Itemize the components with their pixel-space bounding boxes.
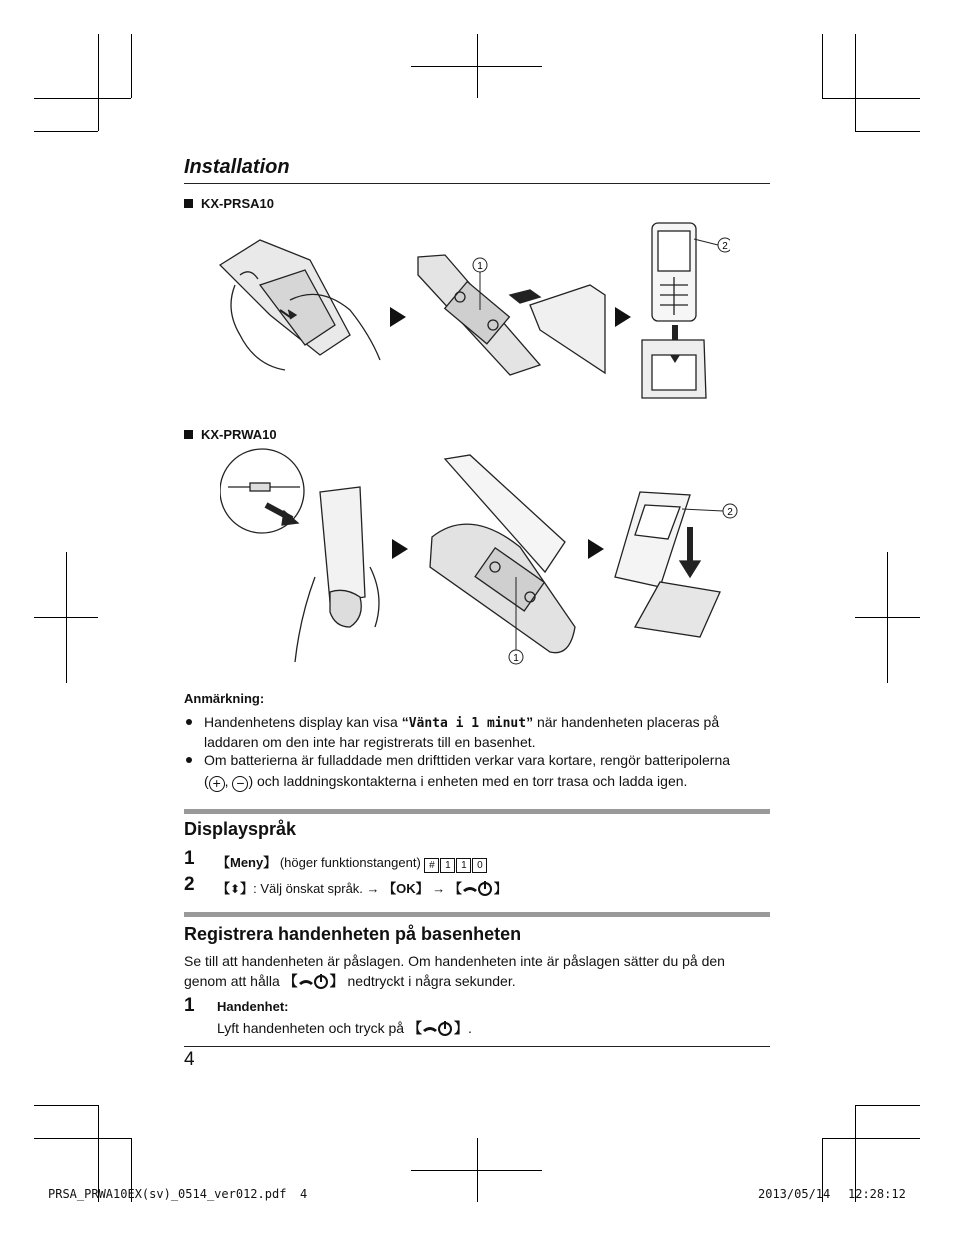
svg-text:1: 1 <box>477 261 483 272</box>
footer-date: 2013/05/14 <box>758 1187 831 1201</box>
charger-illustration <box>642 340 706 398</box>
next-arrow-icon <box>390 307 406 327</box>
bullet-icon <box>186 757 192 763</box>
hand-holding-handset-illustration <box>220 449 379 662</box>
page-bottom-rule <box>184 1046 770 1047</box>
section-header: Installation <box>184 156 290 178</box>
battery-install-illustration <box>430 455 575 653</box>
battery-install-illustration <box>418 255 540 375</box>
next-arrow-icon <box>392 539 408 559</box>
footer-page: 4 <box>300 1187 308 1201</box>
digit-key: 1 <box>456 858 471 873</box>
next-arrow-icon <box>615 307 631 327</box>
section-divider <box>184 912 770 917</box>
handset-illustration <box>652 223 696 321</box>
svg-text:2: 2 <box>722 241 728 252</box>
register-step-1-label: Handenhet: <box>217 999 289 1014</box>
step-number: 2 <box>184 874 195 895</box>
ok-key: 【OK】 <box>383 881 429 896</box>
step-number: 1 <box>184 848 195 869</box>
svg-text:1: 1 <box>513 653 519 664</box>
svg-text:2: 2 <box>727 507 733 518</box>
figure-prsa10 <box>210 215 730 405</box>
model-heading-prwa10: KX-PRWA10 <box>184 427 277 442</box>
square-bullet-icon <box>184 199 193 208</box>
square-bullet-icon <box>184 430 193 439</box>
register-title: Registrera handenheten på basenheten <box>184 924 522 944</box>
digit-key: 0 <box>472 858 487 873</box>
handset-on-charger-illustration <box>615 492 720 637</box>
display-step-2: 【⬍】: Välj önskat språk. → 【OK】 → 【 】 <box>217 878 507 899</box>
next-arrow-icon <box>588 539 604 559</box>
footer-filename: PRSA_PRWA10EX(sv)_0514_ver012.pdf <box>48 1187 287 1201</box>
note-item-1-line2: laddaren om den inte har registrerats till en basenhet. <box>204 734 536 750</box>
off-power-key-icon <box>422 1020 454 1041</box>
step-number: 1 <box>184 995 195 1016</box>
off-power-key-icon <box>298 973 330 994</box>
digit-key: 1 <box>440 858 455 873</box>
handset-back-illustration <box>220 240 380 370</box>
bullet-icon <box>186 719 192 725</box>
up-down-arrows-icon: ⬍ <box>230 882 241 896</box>
plus-terminal-icon: + <box>209 776 225 792</box>
footer-time: 12:28:12 <box>848 1187 906 1201</box>
off-power-key-icon <box>462 880 494 899</box>
page-number: 4 <box>184 1049 195 1070</box>
figure-prwa10 <box>220 447 740 667</box>
menu-key: 【Meny】 <box>217 855 277 870</box>
display-language-title: Displayspråk <box>184 819 297 839</box>
note-title: Anmärkning: <box>184 691 265 706</box>
register-intro-line1: Se till att handenheten är påslagen. Om handenheten inte är påslagen sätter du på den <box>184 953 725 969</box>
battery-cover-illustration <box>530 285 605 373</box>
minus-terminal-icon: − <box>232 776 248 792</box>
note-item-2-line2: ( + , − ) och laddningskontakterna i enheten med en torr trasa och ladda igen. <box>204 773 688 791</box>
header-rule <box>184 183 770 184</box>
hash-key: # <box>424 858 439 873</box>
register-intro-line2: genom att hålla 【 】 nedtryckt i några sekunder. <box>184 971 516 994</box>
note-item-1: Handenhetens display kan visa “Vänta i 1 minut” när handenheten placeras på <box>204 714 720 731</box>
register-step-1-text: Lyft handenheten och tryck på 【 】. <box>217 1018 472 1041</box>
model-heading-prsa10: KX-PRSA10 <box>184 196 274 211</box>
section-divider <box>184 809 770 814</box>
display-step-1: 【Meny】 (höger funktionstangent) # 1 1 0 <box>217 852 488 873</box>
note-item-2: Om batterierna är fulladdade men drifttiden verkar vara kortare, rengör batteripolerna <box>204 752 731 768</box>
